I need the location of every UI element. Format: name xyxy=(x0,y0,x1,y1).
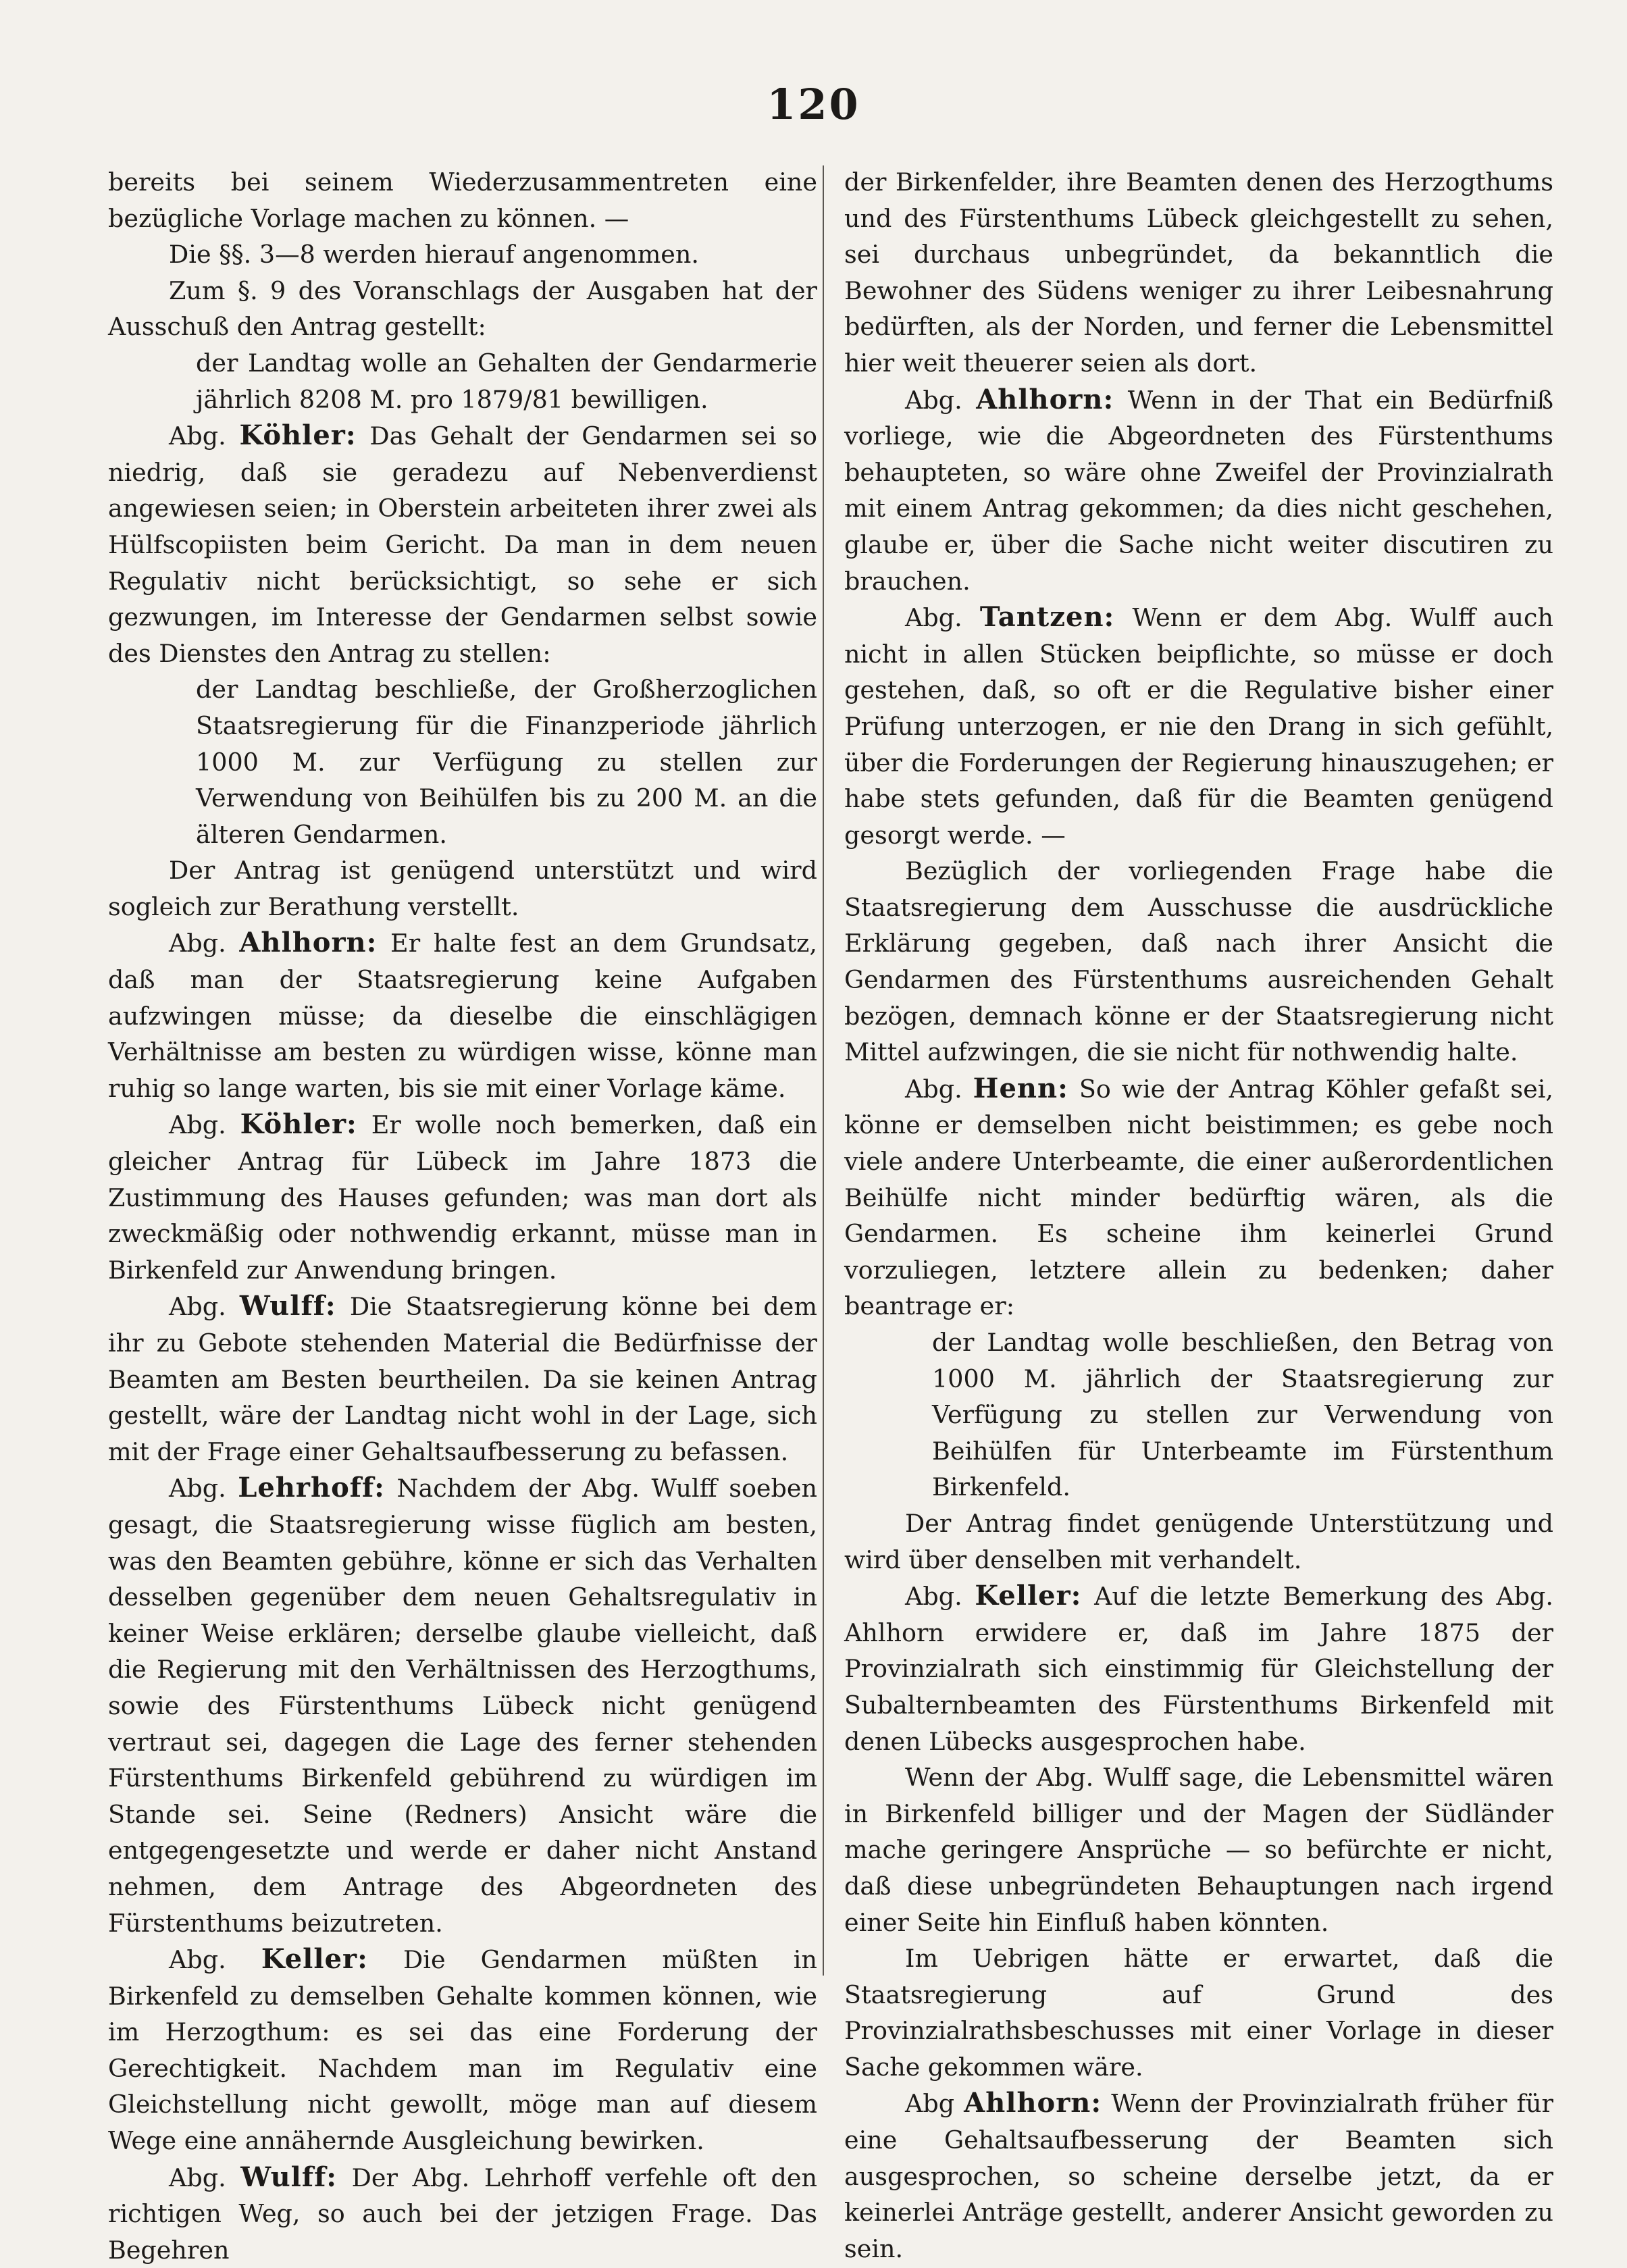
motion-text xyxy=(196,345,817,417)
page-number: 120 xyxy=(767,80,860,129)
speaker-abbreviation: Abg. xyxy=(169,1945,226,1975)
speaker-abbreviation: Abg. xyxy=(905,1582,962,1612)
speaker-abbreviation: Abg. xyxy=(905,603,962,633)
paragraph xyxy=(108,852,817,925)
speaker-name: Lehrhoff: xyxy=(238,1472,385,1504)
paragraph-text: der Birkenfelder, ihre Beamten denen des Herzogthums und des Fürstenthums Lübeck gleichgestellt zu sehen, sei durchaus unbegründet, da bekanntlich die Bewohner des Südens weniger zu ihrer Leibesnahrung bedürften, als der Norden, und ferner die Lebensmittel hier weit theuerer seien als dort. xyxy=(844,167,1553,378)
speech-paragraph xyxy=(844,382,1553,600)
speaker-abbreviation: Abg. xyxy=(169,1110,226,1140)
speaker-abbreviation: Abg. xyxy=(169,2163,226,2192)
speaker-abbreviation: Abg. xyxy=(169,1292,226,1322)
speech-text: Die Gendarmen müßten in Birkenfeld zu demselben Gehalte kommen können, wie im Herzogthum: es sei das eine Forderung der Gerechtigkeit. Nachdem man im Regulativ eine Gleichstellung nicht gewollt, möge man auf diesem Wege eine annähernde Ausgleichung bewirken. xyxy=(108,1945,817,2156)
speaker-name: Ahlhorn: xyxy=(976,383,1114,415)
paragraph-text: Der Antrag ist genügend unterstützt und wird sogleich zur Berathung verstellt. xyxy=(108,856,817,921)
paragraph-text: Im Uebrigen hätte er erwartet, daß die Staatsregierung auf Grund des Provinzialrathsbeschusses mit einer Vorlage in dieser Sache gekommen wäre. xyxy=(844,1944,1553,2082)
paragraph-text: Wenn der Abg. Wulff sage, die Lebensmittel wären in Birkenfeld billiger und der Magen der Südländer mache geringere Ansprüche — so befürchte er nicht, daß diese unbegründeten Behauptungen nach irgend einer Seite hin Einfluß haben könnten. xyxy=(844,1763,1553,1937)
paragraph xyxy=(108,273,817,345)
speech-text: Er wolle noch bemerken, daß ein gleicher Antrag für Lübeck im Jahre 1873 die Zustimmung des Hauses gefunden; was man dort als zweckmäßig oder nothwendig erkannt, müsse man in Birkenfeld zur Anwendung bringen. xyxy=(108,1110,817,1285)
motion-body: der Landtag wolle beschließen, den Betrag von 1000 M. jährlich der Staatsregierung zur Verfügung zu stellen zur Verwendung von Beihülfen für Unterbeamte im Fürstenthum Birkenfeld. xyxy=(932,1328,1553,1502)
right-column xyxy=(844,164,1553,2267)
speaker-name: Keller: xyxy=(975,1580,1082,1612)
speech-paragraph xyxy=(108,1470,817,1941)
paragraph-text: Bezüglich der vorliegenden Frage habe die Staatsregierung dem Ausschusse die ausdrückliche Erklärung gegeben, daß nach ihrer Ansicht die Gendarmen des Fürstenthums ausreichenden Gehalt bezögen, demnach könne er der Staatsregierung nicht Mittel aufzwingen, die sie nicht für nothwendig halte. xyxy=(844,856,1553,1067)
speech-text: Wenn der Provinzialrath früher für eine Gehaltsaufbesserung der Beamten sich ausgesprochen, so scheine derselbe jetzt, da er keinerlei Anträge gestellt, anderer Ansicht geworden zu sein. xyxy=(844,2089,1553,2263)
speech-paragraph xyxy=(108,925,817,1106)
motion-body: der Landtag wolle an Gehalten der Gendarmerie jährlich 8208 M. pro 1879/81 bewilligen. xyxy=(196,348,817,414)
speech-text: Wenn in der That ein Bedürfniß vorliege, wie die Abgeordneten des Fürstenthums behaupteten, so wäre ohne Zweifel der Provinzialrath mit einem Antrag gekommen; da dies nicht geschehen, glaube er, über die Sache nicht weiter discutiren zu brauchen. xyxy=(844,385,1554,596)
speaker-abbreviation: Abg. xyxy=(169,1474,226,1503)
speaker-abbreviation: Abg. xyxy=(905,385,962,415)
speaker-name: Henn: xyxy=(973,1072,1068,1104)
motion-text xyxy=(932,1324,1553,1505)
speaker-name: Tantzen: xyxy=(979,601,1115,634)
speaker-name: Ahlhorn: xyxy=(239,927,378,959)
speaker-name: Köhler: xyxy=(240,1108,357,1141)
motion-body: der Landtag beschließe, der Großherzoglichen Staatsregierung für die Finanzperiode jährlich 1000 M. zur Verfügung zu stellen zur Verwendung von Beihülfen bis zu 200 M. an die älteren Gendarmen. xyxy=(196,675,817,849)
speech-paragraph xyxy=(844,2085,1553,2267)
speaker-name: Wulff: xyxy=(239,1290,336,1322)
speech-text: Wenn er dem Abg. Wulff auch nicht in allen Stücken beipflichte, so müsse er doch gestehen, daß, so oft er die Regulative bisher einer Prüfung unterzogen, er nie den Drang in sich gefühlt, über die Forderungen der Regierung hinauszugehen; er habe stets gefunden, daß für die Beamten genügend gesorgt werde. — xyxy=(844,603,1554,850)
speech-paragraph xyxy=(108,417,817,671)
paragraph xyxy=(844,164,1553,382)
speech-text: Das Gehalt der Gendarmen sei so niedrig, daß sie geradezu auf Nebenverdienst angewiesen seien; in Oberstein arbeiteten ihrer zwei als Hülfscopiisten beim Gericht. Da man in dem neuen Regulativ nicht berücksichtigt, so sehe er sich gezwungen, im Interesse der Gendarmen selbst sowie des Dienstes den Antrag zu stellen: xyxy=(108,421,817,668)
speech-paragraph xyxy=(844,1071,1553,1324)
paragraph-text: Zum §. 9 des Voranschlags der Ausgaben hat der Ausschuß den Antrag gestellt: xyxy=(108,276,817,342)
speech-text: So wie der Antrag Köhler gefaßt sei, könne er demselben nicht beistimmen; es gebe noch viele andere Unterbeamte, die einer außerordentlichen Beihülfe nicht minder bedürftig wären, als die Gendarmen. Es scheine ihm keinerlei Grund vorzuliegen, letztere allein zu bedenken; daher beantrage er: xyxy=(844,1074,1553,1321)
paragraph xyxy=(844,853,1553,1071)
speaker-abbreviation: Abg. xyxy=(169,929,226,958)
paragraph xyxy=(844,1505,1553,1578)
paragraph xyxy=(844,1759,1553,1940)
paragraph-text: Der Antrag findet genügende Unterstützung und wird über denselben mit verhandelt. xyxy=(844,1508,1553,1574)
speaker-name: Ahlhorn: xyxy=(964,2087,1102,2119)
paragraph xyxy=(108,236,817,273)
speech-paragraph xyxy=(844,599,1553,853)
motion-text xyxy=(196,671,817,852)
speech-text: Er halte fest an dem Grundsatz, daß man der Staatsregierung keine Aufgaben aufzwingen müsse; da dieselbe die einschlägigen Verhältnisse am besten zu würdigen wisse, könne man ruhig so lange warten, bis sie mit einer Vorlage käme. xyxy=(108,929,817,1103)
speech-text: Die Staatsregierung könne bei dem ihr zu Gebote stehenden Material die Bedürfnisse der Beamten am Besten beurtheilen. Da sie keinen Antrag gestellt, wäre der Landtag nicht wohl in der Lage, sich mit der Frage einer Gehaltsaufbesserung zu befassen. xyxy=(108,1292,818,1466)
column-divider xyxy=(823,165,824,1976)
speech-paragraph xyxy=(108,1288,817,1470)
paragraph-text: Die §§. 3—8 werden hierauf angenommen. xyxy=(169,240,700,269)
paragraph-text: bereits bei seinem Wiederzusammentreten eine bezügliche Vorlage machen zu können. — xyxy=(108,167,817,233)
speaker-name: Keller: xyxy=(261,1943,368,1976)
left-column xyxy=(108,164,817,2268)
speech-text: Der Abg. Lehrhoff verfehle oft den richtigen Weg, so auch bei der jetzigen Frage. Das Begehren xyxy=(108,2163,817,2265)
paragraph xyxy=(108,164,817,236)
speech-paragraph xyxy=(108,2159,817,2268)
speech-text: Nachdem der Abg. Wulff soeben gesagt, die Staatsregierung wisse füglich am besten, was den Beamten gebühre, könne er sich das Verhalten desselben gegenüber dem neuen Gehaltsregulativ in keiner Weise erklären; derselbe glaube vielleicht, daß die Regierung mit den Verhältnissen des Herzogthums, sowie des Fürstenthums Lübeck nicht genügend vertraut sei, dagegen die Lage des ferner stehenden Fürstenthums Birkenfeld gebührend zu würdigen im Stande sei. Seine (Redners) Ansicht wäre die entgegengesetzte und werde er daher nicht Anstand nehmen, dem Antrage des Abgeordneten des Fürstenthums beizutreten. xyxy=(108,1474,817,1938)
speech-paragraph xyxy=(844,1578,1553,1759)
speaker-abbreviation: Abg. xyxy=(905,1074,962,1104)
speaker-name: Wulff: xyxy=(240,2161,338,2193)
speaker-abbreviation: Abg. xyxy=(169,421,226,451)
speech-paragraph xyxy=(108,1106,817,1288)
paragraph xyxy=(844,1940,1553,2085)
speaker-abbreviation: Abg xyxy=(905,2089,955,2119)
speech-paragraph xyxy=(108,1941,817,2159)
speech-text: Auf die letzte Bemerkung des Abg. Ahlhorn erwidere er, daß im Jahre 1875 der Provinzialrath sich einstimmig für Gleichstellung der Subalternbeamten des Fürstenthums Birkenfeld mit denen Lübecks ausgesprochen habe. xyxy=(844,1582,1554,1756)
speaker-name: Köhler: xyxy=(239,419,357,452)
